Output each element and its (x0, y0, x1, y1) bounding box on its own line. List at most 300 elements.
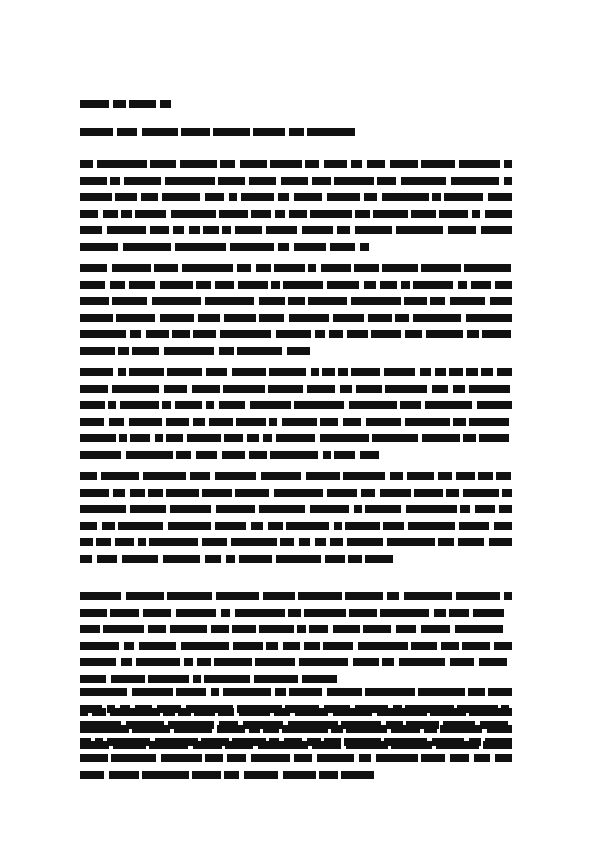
paragraph-line (80, 741, 512, 749)
illegible-word (278, 243, 289, 251)
illegible-word (122, 555, 158, 563)
illegible-word (80, 297, 109, 305)
illegible-word (474, 754, 490, 762)
illegible-word (193, 675, 201, 683)
illegible-word (334, 177, 374, 185)
illegible-word (109, 771, 139, 779)
illegible-word (112, 264, 151, 272)
illegible-word (421, 625, 450, 633)
illegible-word (323, 451, 331, 459)
illegible-word (180, 160, 217, 168)
illegible-word (404, 297, 427, 305)
illegible-word (115, 193, 137, 201)
illegible-word (129, 281, 155, 289)
illegible-word (211, 625, 229, 633)
illegible-word (170, 505, 211, 513)
illegible-word (174, 725, 212, 733)
illegible-word (405, 418, 450, 426)
illegible-word (367, 160, 385, 168)
illegible-word (80, 368, 113, 376)
illegible-word (463, 489, 499, 497)
illegible-word (110, 177, 120, 185)
illegible-word (116, 314, 155, 322)
illegible-word (111, 675, 145, 683)
illegible-word (269, 368, 306, 376)
illegible-word (80, 522, 97, 530)
illegible-word (130, 330, 141, 338)
illegible-word (413, 281, 453, 289)
illegible-word (176, 609, 216, 617)
illegible-word (464, 264, 511, 272)
illegible-word (206, 368, 227, 376)
illegible-word (206, 401, 214, 409)
illegible-word (129, 418, 162, 426)
illegible-word (321, 264, 351, 272)
illegible-word (337, 226, 350, 234)
illegible-word (205, 193, 224, 201)
illegible-word (377, 177, 396, 185)
illegible-word (407, 472, 434, 480)
paragraph-line (80, 688, 512, 696)
illegible-word (112, 297, 147, 305)
illegible-word (380, 281, 397, 289)
illegible-word (475, 505, 495, 513)
illegible-word (222, 451, 245, 459)
illegible-word (322, 368, 335, 376)
illegible-word (289, 314, 329, 322)
illegible-word (413, 314, 461, 322)
illegible-word (249, 725, 260, 733)
illegible-word (345, 592, 383, 600)
paragraph-line (80, 771, 374, 779)
illegible-word (411, 210, 436, 218)
illegible-word (172, 330, 190, 338)
illegible-word (110, 281, 125, 289)
illegible-word (152, 297, 201, 305)
illegible-word (368, 314, 392, 322)
illegible-word (80, 754, 108, 762)
subtitle-line (80, 128, 355, 136)
illegible-word (485, 210, 512, 218)
illegible-word (175, 401, 202, 409)
illegible-word (495, 281, 512, 289)
paragraph-line (80, 451, 379, 459)
illegible-word (80, 330, 126, 338)
illegible-word (143, 609, 171, 617)
illegible-word (97, 555, 117, 563)
illegible-word (259, 505, 305, 513)
illegible-word (360, 243, 369, 251)
illegible-word (469, 708, 512, 716)
illegible-word (142, 771, 189, 779)
illegible-word (148, 675, 189, 683)
illegible-word (446, 489, 459, 497)
illegible-word (282, 725, 328, 733)
illegible-word (363, 625, 391, 633)
illegible-word (80, 592, 121, 600)
illegible-word (294, 401, 344, 409)
illegible-word (80, 538, 93, 546)
paragraph-line (80, 609, 512, 617)
illegible-word (110, 708, 160, 716)
illegible-word (286, 522, 329, 530)
illegible-word (351, 160, 362, 168)
illegible-word (494, 642, 512, 650)
illegible-word (80, 177, 107, 185)
illegible-word (80, 314, 113, 322)
illegible-word (320, 434, 369, 442)
illegible-word (80, 160, 93, 168)
illegible-word (251, 754, 290, 762)
illegible-word (422, 434, 460, 442)
illegible-word (356, 385, 382, 393)
illegible-word (80, 418, 104, 426)
illegible-word (148, 625, 166, 633)
illegible-word (80, 128, 113, 136)
illegible-word (136, 658, 180, 666)
paragraph-line (80, 297, 512, 305)
paragraph-line (80, 472, 512, 480)
illegible-word (354, 505, 362, 513)
paragraph-line (80, 675, 337, 683)
illegible-word (436, 741, 479, 749)
illegible-word (211, 688, 219, 696)
paragraph-line (80, 658, 512, 666)
illegible-word (439, 210, 468, 218)
illegible-word (330, 243, 355, 251)
illegible-word (380, 609, 429, 617)
illegible-word (421, 754, 445, 762)
illegible-word (502, 489, 512, 497)
illegible-word (119, 434, 127, 442)
illegible-word (401, 177, 446, 185)
illegible-word (304, 642, 320, 650)
paragraph-line (80, 555, 393, 563)
illegible-word (448, 226, 476, 234)
illegible-word (421, 264, 461, 272)
illegible-word (387, 538, 435, 546)
illegible-word (421, 160, 455, 168)
illegible-word (382, 658, 394, 666)
illegible-word (450, 658, 474, 666)
illegible-word (190, 472, 210, 480)
illegible-word (197, 658, 211, 666)
illegible-word (182, 264, 233, 272)
illegible-word (298, 592, 342, 600)
paragraph-line (80, 160, 512, 168)
illegible-word (102, 522, 115, 530)
illegible-word (111, 754, 156, 762)
illegible-word (205, 297, 254, 305)
illegible-word (453, 385, 465, 393)
illegible-word (237, 347, 282, 355)
illegible-word (162, 401, 171, 409)
illegible-word (319, 771, 338, 779)
illegible-word (223, 385, 265, 393)
illegible-word (327, 688, 362, 696)
illegible-word (259, 314, 284, 322)
illegible-word (268, 385, 303, 393)
illegible-word (456, 472, 475, 480)
illegible-word (360, 451, 379, 459)
paragraph-line (80, 314, 512, 322)
illegible-word (115, 538, 134, 546)
illegible-word (80, 642, 119, 650)
illegible-word (453, 418, 466, 426)
illegible-word (282, 418, 317, 426)
illegible-word (401, 281, 410, 289)
illegible-word (150, 160, 176, 168)
illegible-word (469, 418, 509, 426)
illegible-word (259, 297, 285, 305)
illegible-word (302, 226, 333, 234)
illegible-word (310, 210, 352, 218)
illegible-word (250, 401, 291, 409)
illegible-word (224, 314, 256, 322)
illegible-word (324, 160, 347, 168)
illegible-word (249, 451, 267, 459)
illegible-word (283, 642, 300, 650)
illegible-word (459, 522, 489, 530)
illegible-word (275, 688, 286, 696)
illegible-word (400, 401, 421, 409)
illegible-word (424, 725, 437, 733)
illegible-word (235, 609, 285, 617)
illegible-word (268, 522, 283, 530)
illegible-word (478, 472, 493, 480)
paragraph-line (80, 210, 512, 218)
illegible-word (456, 592, 500, 600)
illegible-word (235, 226, 262, 234)
illegible-word (426, 330, 463, 338)
illegible-word (239, 708, 270, 716)
illegible-word (299, 538, 310, 546)
illegible-word (166, 434, 183, 442)
illegible-word (219, 347, 234, 355)
paragraph-line (80, 625, 512, 633)
illegible-word (458, 281, 467, 289)
illegible-word (80, 264, 107, 272)
illegible-word (440, 725, 482, 733)
illegible-word (406, 505, 457, 513)
illegible-word (150, 226, 169, 234)
illegible-word (338, 368, 348, 376)
illegible-word (189, 226, 200, 234)
illegible-word (80, 505, 126, 513)
illegible-word (139, 642, 176, 650)
illegible-word (444, 193, 483, 201)
illegible-word (317, 754, 354, 762)
illegible-word (460, 505, 470, 513)
paragraph-line (80, 193, 512, 201)
illegible-word (329, 330, 343, 338)
illegible-word (121, 658, 132, 666)
illegible-word (235, 489, 269, 497)
illegible-word (109, 418, 124, 426)
illegible-word (113, 489, 125, 497)
illegible-word (271, 281, 280, 289)
illegible-word (276, 330, 311, 338)
illegible-word (249, 177, 276, 185)
illegible-word (425, 401, 472, 409)
paragraph-line (80, 434, 512, 442)
paragraph-line (80, 505, 512, 513)
illegible-word (477, 401, 512, 409)
illegible-word (204, 675, 250, 683)
illegible-word (315, 538, 326, 546)
illegible-word (214, 658, 252, 666)
illegible-word (170, 625, 207, 633)
illegible-word (365, 688, 415, 696)
illegible-word (404, 592, 452, 600)
illegible-word (80, 688, 127, 696)
paragraph-line (80, 226, 512, 234)
illegible-word (123, 243, 171, 251)
illegible-word (160, 281, 193, 289)
illegible-word (263, 434, 272, 442)
illegible-word (399, 658, 445, 666)
illegible-word (308, 297, 347, 305)
illegible-word (297, 625, 306, 633)
paragraph-line (80, 330, 512, 338)
illegible-word (278, 193, 289, 201)
illegible-word (218, 177, 245, 185)
illegible-word (247, 434, 259, 442)
illegible-word (192, 771, 221, 779)
illegible-word (233, 642, 263, 650)
paragraph-line (80, 522, 512, 530)
illegible-word (205, 555, 221, 563)
illegible-word (148, 489, 163, 497)
illegible-word (254, 675, 298, 683)
illegible-word (358, 642, 408, 650)
illegible-word (455, 625, 503, 633)
illegible-word (232, 625, 256, 633)
illegible-word (263, 725, 279, 733)
illegible-word (504, 592, 512, 600)
illegible-word (365, 505, 401, 513)
illegible-word (149, 741, 188, 749)
illegible-word (113, 741, 146, 749)
illegible-word (349, 609, 377, 617)
illegible-word (287, 347, 310, 355)
illegible-word (80, 675, 106, 683)
illegible-word (469, 385, 510, 393)
illegible-word (80, 347, 115, 355)
illegible-word (340, 385, 352, 393)
illegible-word (130, 434, 150, 442)
paragraph-line (80, 347, 310, 355)
illegible-word (438, 538, 454, 546)
illegible-word (309, 625, 328, 633)
illegible-word (80, 771, 104, 779)
illegible-word (225, 741, 253, 749)
illegible-word (80, 472, 97, 480)
illegible-word (80, 401, 105, 409)
illegible-word (220, 330, 271, 338)
illegible-word (232, 368, 266, 376)
illegible-word (132, 347, 159, 355)
illegible-word (351, 368, 380, 376)
illegible-word (450, 297, 485, 305)
illegible-word (280, 538, 294, 546)
illegible-word (155, 434, 163, 442)
illegible-word (222, 226, 231, 234)
illegible-word (135, 210, 166, 218)
illegible-word (294, 193, 322, 201)
illegible-word (143, 472, 186, 480)
illegible-word (289, 128, 304, 136)
illegible-word (142, 128, 178, 136)
illegible-word (113, 100, 126, 108)
illegible-word (112, 385, 159, 393)
paragraph-line (80, 489, 512, 497)
illegible-word (361, 489, 375, 497)
illegible-word (472, 210, 480, 218)
illegible-word (80, 741, 109, 749)
illegible-word (333, 708, 372, 716)
illegible-word (213, 128, 250, 136)
paragraph-line (80, 243, 369, 251)
illegible-word (80, 609, 107, 617)
illegible-word (449, 609, 469, 617)
illegible-word (315, 330, 325, 338)
illegible-word (288, 297, 305, 305)
illegible-word (385, 385, 427, 393)
illegible-word (483, 741, 512, 749)
illegible-word (259, 625, 294, 633)
illegible-word (494, 522, 512, 530)
illegible-word (320, 418, 338, 426)
illegible-word (164, 347, 214, 355)
paragraph-line (80, 264, 512, 272)
illegible-word (132, 688, 173, 696)
illegible-word (458, 538, 484, 546)
illegible-word (226, 555, 235, 563)
illegible-word (80, 243, 118, 251)
illegible-word (80, 658, 116, 666)
paragraph-line (80, 708, 512, 716)
illegible-word (466, 368, 478, 376)
illegible-word (441, 642, 459, 650)
illegible-word (430, 297, 445, 305)
illegible-word (274, 264, 305, 272)
illegible-word (450, 754, 469, 762)
paragraph-line (80, 385, 512, 393)
illegible-word (221, 609, 230, 617)
illegible-word (203, 226, 219, 234)
illegible-word (288, 609, 301, 617)
illegible-word (451, 177, 499, 185)
illegible-word (327, 193, 360, 201)
illegible-word (364, 193, 377, 201)
illegible-word (269, 418, 277, 426)
illegible-word (325, 555, 345, 563)
illegible-word (490, 297, 512, 305)
illegible-word (384, 368, 415, 376)
illegible-word (219, 401, 245, 409)
illegible-word (220, 160, 235, 168)
illegible-word (312, 177, 331, 185)
illegible-word (167, 592, 212, 600)
illegible-word (346, 725, 387, 733)
illegible-word (176, 688, 206, 696)
paragraph-line (80, 281, 512, 289)
illegible-word (97, 160, 147, 168)
illegible-word (141, 193, 158, 201)
illegible-word (132, 725, 170, 733)
illegible-word (176, 451, 191, 459)
